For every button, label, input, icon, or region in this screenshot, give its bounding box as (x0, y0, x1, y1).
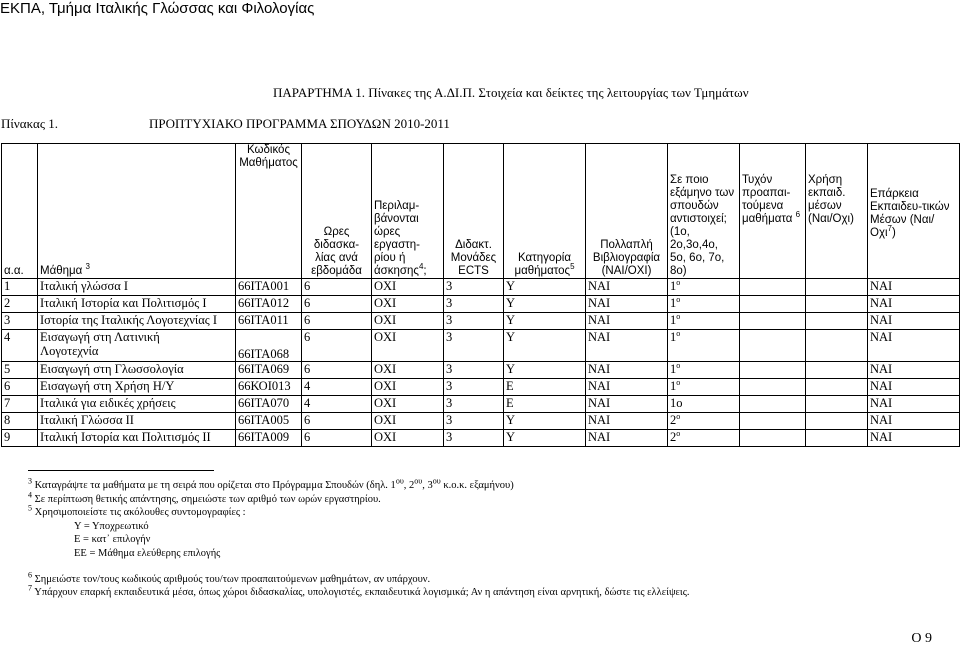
page-number: Ο 9 (911, 631, 932, 646)
cell-category: Υ (504, 279, 586, 296)
cell-category: Ε (504, 379, 586, 396)
cell-prerequisites (740, 379, 806, 396)
cell-lab: ΟΧΙ (372, 379, 444, 396)
cell-edu-media-adequacy: ΝΑΙ (868, 279, 960, 296)
table-row (2, 296, 960, 313)
cell-prerequisites (740, 362, 806, 379)
cell-ects: 3 (444, 279, 504, 296)
cell-semester: $1^o$ (668, 362, 740, 379)
cell-edu-media-adequacy: ΝΑΙ (868, 330, 960, 362)
cell-category: Υ (504, 296, 586, 313)
header-edu-media-use: Χρήση εκπαιδ. μέσων (Ναι/Οχι) (806, 144, 868, 279)
table-row (2, 430, 960, 447)
cell-ects: 3 (444, 313, 504, 330)
appendix-title: ΠΑΡΑΡΤΗΜΑ 1. Πίνακες της Α.ΔΙ.Π. Στοιχεία και δείκτες της λειτουργίας των Τμημάτων (273, 85, 749, 100)
cell-aa: 2 (2, 296, 38, 313)
cell-bibliography: ΝΑΙ (586, 430, 668, 447)
footnote-5-item-ee: ΕΕ = Μάθημα ελεύθερης επιλογής (74, 548, 221, 559)
cell-bibliography: ΝΑΙ (586, 396, 668, 413)
cell-bibliography: ΝΑΙ (586, 362, 668, 379)
header-edu-media-adequacy: Επάρκεια Εκπαιδευ-τικών Μέσων (Ναι/Οχι$^7$) (868, 144, 960, 279)
footnote-3: $^3$ Καταγράψτε τα μαθήματα με τη σειρά που ορίζεται στο Πρόγραμμα Σπουδών (δηλ. $1^{o\upsilon}$, $2^{o\upsilon}$, $3^{o\upsilon}$ κ.ο.κ. εξαμήνου) (28, 476, 514, 491)
cell-lab: ΟΧΙ (372, 330, 444, 362)
cell-lab: ΟΧΙ (372, 279, 444, 296)
cell-aa: 4 (2, 330, 38, 362)
cell-hours: 4 (302, 396, 372, 413)
cell-code: 66ΙΤΑ068 (236, 330, 302, 362)
cell-course: Ιταλική Γλώσσα ΙΙ (38, 413, 236, 430)
header-ects: Διδακτ. Μονάδες ECTS (444, 144, 504, 279)
footnote-5: $^5$ Χρησιμοποιείστε τις ακόλουθες συντομογραφίες : (28, 503, 246, 518)
cell-category: Υ (504, 362, 586, 379)
course-table (1, 143, 960, 447)
cell-semester: $1^o$ (668, 313, 740, 330)
cell-ects: 3 (444, 296, 504, 313)
cell-aa: 3 (2, 313, 38, 330)
cell-hours: 6 (302, 430, 372, 447)
cell-lab: ΟΧΙ (372, 362, 444, 379)
cell-lab: ΟΧΙ (372, 413, 444, 430)
cell-lab: ΟΧΙ (372, 430, 444, 447)
cell-semester: 1ο (668, 396, 740, 413)
document-header: ΕΚΠΑ, Τμήμα Ιταλικής Γλώσσας και Φιλολογίας (0, 0, 315, 17)
header-aa: α.α. (2, 144, 38, 279)
cell-bibliography: ΝΑΙ (586, 313, 668, 330)
table-row (2, 379, 960, 396)
cell-edu-media-adequacy: ΝΑΙ (868, 396, 960, 413)
cell-edu-media-use (806, 330, 868, 362)
cell-semester: $1^o$ (668, 379, 740, 396)
table-label: Πίνακας 1. (1, 116, 58, 131)
header-category: Κατηγορία μαθήματος$^5$ (504, 144, 586, 279)
cell-hours: 6 (302, 413, 372, 430)
cell-ects: 3 (444, 430, 504, 447)
footnote-5-item-e: Ε = κατ᾽ επιλογήν (74, 534, 151, 545)
cell-course: Ιταλική Ιστορία και Πολιτισμός ΙΙ (38, 430, 236, 447)
cell-edu-media-adequacy: ΝΑΙ (868, 430, 960, 447)
table-row (2, 330, 960, 362)
footnote-divider (28, 470, 214, 471)
cell-prerequisites (740, 313, 806, 330)
cell-edu-media-use (806, 296, 868, 313)
footnote-4: $^4$ Σε περίπτωση θετικής απάντησης, σημειώστε των αριθμό των ωρών εργαστηρίου. (28, 490, 381, 505)
cell-ects: 3 (444, 379, 504, 396)
cell-aa: 8 (2, 413, 38, 430)
cell-prerequisites (740, 430, 806, 447)
table-row (2, 396, 960, 413)
cell-hours: 6 (302, 313, 372, 330)
cell-prerequisites (740, 330, 806, 362)
cell-category: Υ (504, 430, 586, 447)
cell-category: Υ (504, 413, 586, 430)
cell-category: Υ (504, 313, 586, 330)
cell-aa: 9 (2, 430, 38, 447)
cell-aa: 1 (2, 279, 38, 296)
header-prerequisites: Τυχόν προαπαι-τούμενα μαθήματα $^6$ (740, 144, 806, 279)
cell-code: 66ΙΤΑ009 (236, 430, 302, 447)
cell-prerequisites (740, 296, 806, 313)
cell-edu-media-use (806, 279, 868, 296)
table-row (2, 313, 960, 330)
cell-prerequisites (740, 413, 806, 430)
cell-semester: $1^o$ (668, 330, 740, 362)
cell-edu-media-use (806, 413, 868, 430)
cell-hours: 6 (302, 279, 372, 296)
cell-code: 66ΙΤΑ070 (236, 396, 302, 413)
cell-semester: $1^o$ (668, 296, 740, 313)
header-row (2, 144, 960, 279)
cell-course: Εισαγωγή στη Λατινική Λογοτεχνία (38, 330, 236, 362)
cell-code: 66ΙΤΑ005 (236, 413, 302, 430)
cell-ects: 3 (444, 413, 504, 430)
cell-course: Εισαγωγή στη Γλωσσολογία (38, 362, 236, 379)
cell-aa: 7 (2, 396, 38, 413)
cell-aa: 5 (2, 362, 38, 379)
cell-ects: 3 (444, 330, 504, 362)
cell-course: Εισαγωγή στη Χρήση Η/Υ (38, 379, 236, 396)
cell-category: Ε (504, 396, 586, 413)
cell-edu-media-adequacy: ΝΑΙ (868, 379, 960, 396)
cell-semester: $2^o$ (668, 430, 740, 447)
cell-lab: ΟΧΙ (372, 396, 444, 413)
cell-course: Ιταλικά για ειδικές χρήσεις (38, 396, 236, 413)
table-row (2, 362, 960, 379)
table-row (2, 279, 960, 296)
cell-bibliography: ΝΑΙ (586, 279, 668, 296)
table-row (2, 413, 960, 430)
cell-semester: $1^o$ (668, 279, 740, 296)
cell-category: Υ (504, 330, 586, 362)
header-code: Κωδικός Μαθήματος (236, 144, 302, 279)
cell-code: 66ΙΤΑ069 (236, 362, 302, 379)
cell-bibliography: ΝΑΙ (586, 296, 668, 313)
cell-code: 66ΚΟΙ013 (236, 379, 302, 396)
cell-hours: 6 (302, 362, 372, 379)
cell-lab: ΟΧΙ (372, 296, 444, 313)
cell-prerequisites (740, 396, 806, 413)
cell-edu-media-adequacy: ΝΑΙ (868, 413, 960, 430)
cell-edu-media-use (806, 313, 868, 330)
header-lab: Περιλαμ-βάνονται ώρες εργαστη-ρίου ή άσκησης$^4$; (372, 144, 444, 279)
cell-ects: 3 (444, 396, 504, 413)
cell-prerequisites (740, 279, 806, 296)
cell-edu-media-adequacy: ΝΑΙ (868, 296, 960, 313)
header-bibliography: Πολλαπλή Βιβλιογραφία (ΝΑΙ/ΟΧΙ) (586, 144, 668, 279)
cell-edu-media-use (806, 379, 868, 396)
cell-edu-media-use (806, 396, 868, 413)
cell-course: Ιταλική γλώσσα Ι (38, 279, 236, 296)
header-course: Μάθημα $^3$ (38, 144, 236, 279)
program-title: ΠΡΟΠΤΥΧΙΑΚΟ ΠΡΟΓΡΑΜΜΑ ΣΠΟΥΔΩΝ 2010-2011 (149, 116, 450, 131)
cell-hours: 6 (302, 330, 372, 362)
cell-edu-media-adequacy: ΝΑΙ (868, 362, 960, 379)
footnote-7: $^7$ Υπάρχουν επαρκή εκπαιδευτικά μέσα, όπως χώροι διδασκαλίας, υπολογιστές, εκπαιδευτικά λογισμικά; Αν η απάντηση είναι αρνητική, δώστε τις ελλείψεις. (28, 583, 690, 598)
footnote-6: $^6$ Σημειώστε τον/τους κωδικούς αριθμούς του/των προαπαιτούμενων μαθημάτων, αν υπάρχουν. (28, 570, 431, 585)
cell-edu-media-use (806, 430, 868, 447)
header-hours: Ωρες διδασκα-λίας ανά εβδομάδα (302, 144, 372, 279)
cell-lab: ΟΧΙ (372, 313, 444, 330)
footnote-5-item-y: Υ = Υποχρεωτικό (74, 521, 149, 532)
cell-edu-media-use (806, 362, 868, 379)
cell-hours: 4 (302, 379, 372, 396)
header-semester: Σε ποιο εξάμηνο των σπουδών αντιστοιχεί; (1ο, 2ο,3ο,4ο, 5ο, 6ο, 7ο, 8ο) (668, 144, 740, 279)
cell-semester: $2^o$ (668, 413, 740, 430)
cell-hours: 6 (302, 296, 372, 313)
cell-bibliography: ΝΑΙ (586, 379, 668, 396)
cell-course: Ιταλική Ιστορία και Πολιτισμός Ι (38, 296, 236, 313)
cell-code: 66ΙΤΑ001 (236, 279, 302, 296)
cell-ects: 3 (444, 362, 504, 379)
cell-bibliography: ΝΑΙ (586, 330, 668, 362)
cell-code: 66ΙΤΑ011 (236, 313, 302, 330)
cell-edu-media-adequacy: ΝΑΙ (868, 313, 960, 330)
cell-bibliography: ΝΑΙ (586, 413, 668, 430)
cell-code: 66ΙΤΑ012 (236, 296, 302, 313)
cell-course: Ιστορία της Ιταλικής Λογοτεχνίας Ι (38, 313, 236, 330)
cell-aa: 6 (2, 379, 38, 396)
